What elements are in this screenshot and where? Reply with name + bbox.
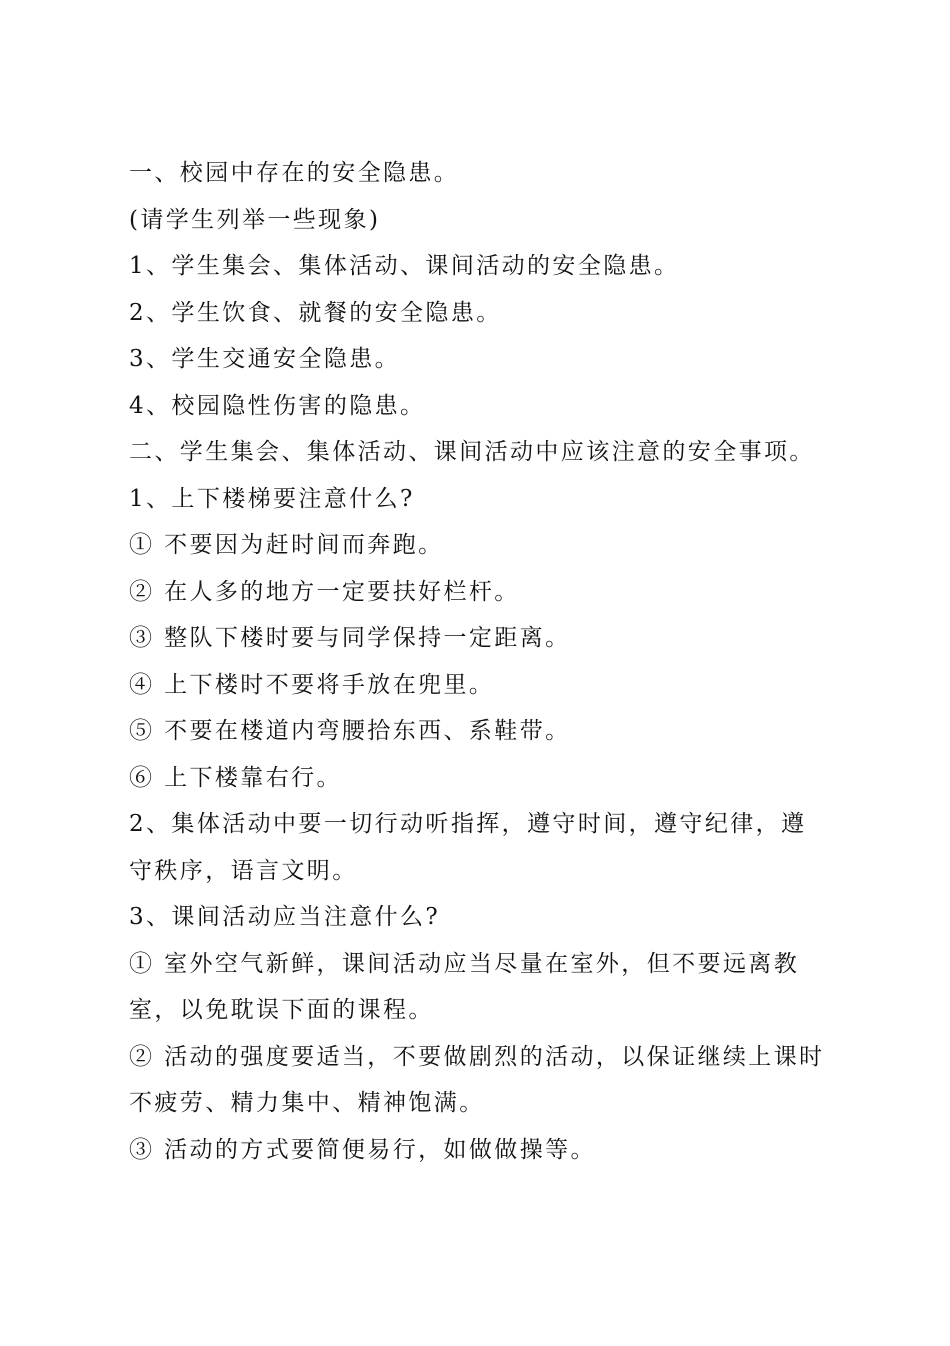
paragraph-line: 不疲劳、精力集中、精神饱满。 [129, 1090, 485, 1116]
paragraph-line: 守秩序，语言文明。 [129, 857, 358, 884]
list-item: 2、学生饮食、就餐的安全隐患。 [129, 299, 502, 326]
document-body [129, 150, 829, 1173]
section-heading-1: 一、校园中存在的安全隐患。 [129, 160, 460, 186]
list-item: 1、学生集会、集体活动、课间活动的安全隐患。 [129, 253, 680, 279]
sub-list-item: ⑥ 上下楼靠右行。 [129, 764, 342, 791]
sub-list-item: ⑤ 不要在楼道内弯腰拾东西、系鞋带。 [129, 718, 571, 744]
sub-list-item: ① 不要因为赶时间而奔跑。 [129, 532, 444, 558]
sub-list-item: ② 活动的强度要适当，不要做剧烈的活动，以保证继续上课时 [129, 1043, 825, 1070]
sub-list-item: ② 在人多的地方一定要扶好栏杆。 [129, 578, 520, 605]
section-heading-2: 二、学生集会、集体活动、课间活动中应该注意的安全事项。 [129, 439, 815, 465]
paragraph-line: 室，以免耽误下面的课程。 [129, 997, 434, 1023]
sub-list-item: ① 室外空气新鲜，课间活动应当尽量在室外，但不要远离教 [129, 950, 800, 977]
list-item: 3、学生交通安全隐患。 [129, 346, 401, 372]
instruction-note: (请学生列举一些现象) [129, 206, 381, 233]
question-heading: 1、上下楼梯要注意什么? [129, 485, 415, 512]
sub-list-item: ③ 活动的方式要简便易行，如做做操等。 [129, 1136, 596, 1163]
paragraph-line: 2、集体活动中要一切行动听指挥，遵守时间，遵守纪律，遵 [129, 811, 807, 837]
sub-list-item: ③ 整队下楼时要与同学保持一定距离。 [129, 625, 571, 651]
list-item: 4、校园隐性伤害的隐患。 [129, 392, 426, 419]
question-heading: 3、课间活动应当注意什么? [129, 904, 441, 930]
sub-list-item: ④ 上下楼时不要将手放在兜里。 [129, 671, 495, 698]
